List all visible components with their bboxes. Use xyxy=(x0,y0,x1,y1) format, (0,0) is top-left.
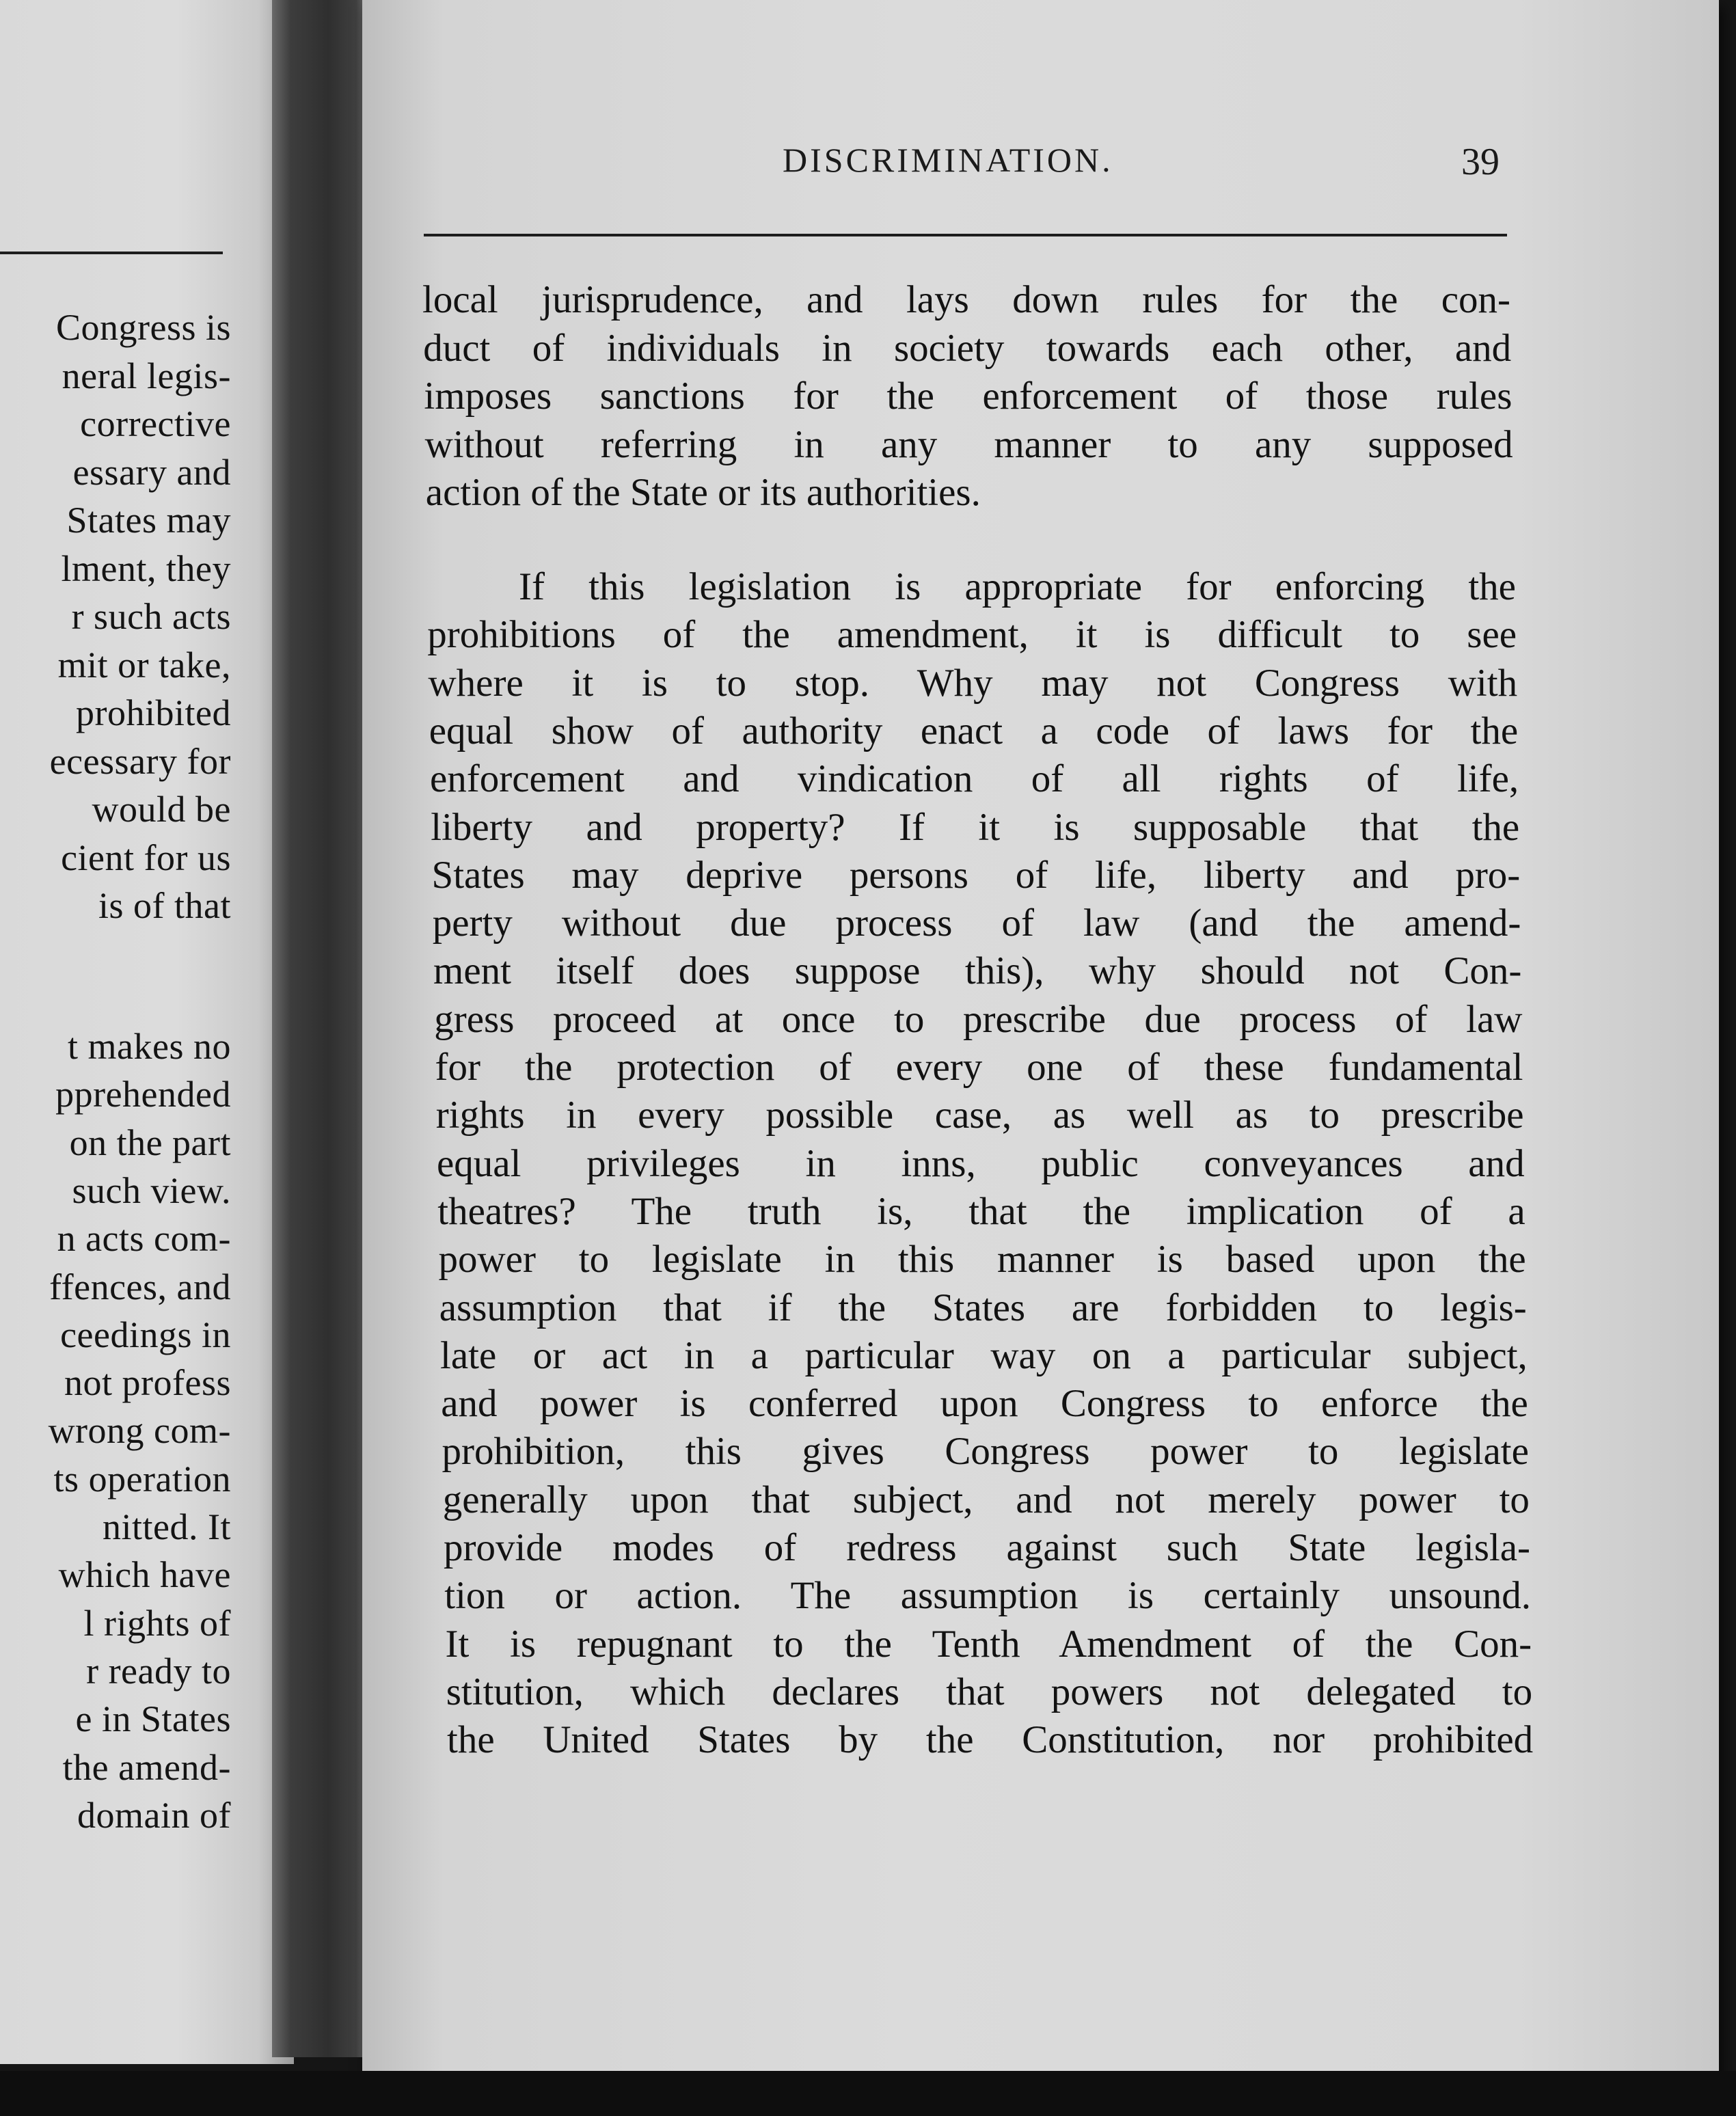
book-gutter xyxy=(272,0,375,2057)
text-line: perty without due process of law (and the amend- xyxy=(432,901,1521,945)
text-line: duct of individuals in society towards each other, and xyxy=(423,326,1512,370)
previous-page-line: States may xyxy=(66,500,231,541)
text-line: stitution, which declares that powers not delegated to xyxy=(446,1670,1533,1713)
previous-page-line: ecessary for xyxy=(49,740,231,782)
previous-page-line: domain of xyxy=(77,1794,231,1836)
previous-page-line: Congress is xyxy=(55,307,231,348)
previous-page-line: mit or take, xyxy=(57,644,231,686)
header-rule-left xyxy=(0,252,223,254)
previous-page-line: l rights of xyxy=(83,1602,231,1644)
text-line: ment itself does suppose this), why should not Con- xyxy=(433,949,1522,993)
running-head: DISCRIMINATION. xyxy=(783,141,1113,179)
previous-page-line: e in States xyxy=(75,1698,231,1740)
previous-page-line: n acts com- xyxy=(57,1218,231,1260)
text-line: equal show of authority enact a code of laws for the xyxy=(429,709,1519,752)
previous-page-line: not profess xyxy=(64,1362,231,1404)
text-line: liberty and property? If it is supposable that the xyxy=(431,805,1520,849)
scan-border xyxy=(0,2071,1736,2116)
text-line: It is repugnant to the Tenth Amendment of the Con- xyxy=(445,1622,1532,1666)
text-line: rights in every possible case, as well as to prescribe xyxy=(435,1094,1524,1137)
previous-page-line: is of that xyxy=(98,885,231,926)
text-line: and power is conferred upon Congress to enforce the xyxy=(441,1382,1528,1426)
text-line: tion or action. The assumption is certainly unsound. xyxy=(444,1574,1532,1618)
text-line: without referring in any manner to any supposed xyxy=(424,422,1513,466)
previous-page-line: pprehended xyxy=(55,1074,231,1115)
text-line: action of the State or its authorities. xyxy=(425,471,981,514)
previous-page-line: nitted. It xyxy=(103,1506,231,1547)
text-line: power to legislate in this manner is based upon the xyxy=(438,1238,1526,1281)
text-line: local jurisprudence, and lays down rules for the con- xyxy=(422,278,1510,321)
text-line: imposes sanctions for the enforcement of those rules xyxy=(424,375,1513,418)
text-line: the United States by the Constitution, nor prohibited xyxy=(447,1718,1534,1762)
text-line: provide modes of redress against such State legisla- xyxy=(444,1526,1530,1569)
text-line: late or act in a particular way on a particular subject, xyxy=(440,1333,1528,1377)
text-line: generally upon that subject, and not merely power to xyxy=(442,1478,1530,1521)
previous-page-line: essary and xyxy=(72,451,231,493)
text-line: prohibitions of the amendment, it is difficult to see xyxy=(427,613,1517,657)
previous-page-line: r such acts xyxy=(71,596,231,637)
page-number: 39 xyxy=(1461,141,1500,183)
previous-page-line: t makes no xyxy=(68,1026,231,1067)
previous-page-line: lment, they xyxy=(61,547,231,589)
text-line: for the protection of every one of these fundamental xyxy=(435,1046,1523,1089)
text-line: States may deprive persons of life, liberty and pro- xyxy=(431,853,1521,897)
previous-page-line: corrective xyxy=(80,403,231,444)
previous-page-line: neral legis- xyxy=(62,355,231,396)
previous-page-line: the amend- xyxy=(62,1746,231,1788)
text-line: enforcement and vindication of all rights of life, xyxy=(430,757,1519,801)
text-line: prohibition, this gives Congress power to legislate xyxy=(442,1430,1529,1474)
previous-page-line: prohibited xyxy=(76,692,231,733)
previous-page-line: on the part xyxy=(69,1122,231,1163)
text-line: gress proceed at once to prescribe due process of law xyxy=(434,997,1523,1041)
previous-page-line: r ready to xyxy=(86,1650,231,1692)
text-line: equal privileges in inns, public conveyances and xyxy=(437,1141,1525,1185)
previous-page-line: ts operation xyxy=(53,1458,231,1500)
previous-page xyxy=(0,0,294,2064)
previous-page-line: which have xyxy=(58,1554,231,1596)
previous-page-line: cient for us xyxy=(61,837,231,878)
previous-page-line: ffences, and xyxy=(49,1266,231,1307)
header-rule xyxy=(424,234,1507,236)
text-line: assumption that if the States are forbidden to legis- xyxy=(439,1286,1527,1329)
text-line: If this legislation is appropriate for enforcing the xyxy=(519,565,1516,608)
previous-page-line: such view. xyxy=(72,1169,231,1211)
previous-page-line: would be xyxy=(92,789,231,830)
previous-page-line: ceedings in xyxy=(60,1314,231,1355)
text-line: theatres? The truth is, that the implication of a xyxy=(437,1189,1525,1233)
previous-page-line: wrong com- xyxy=(48,1410,231,1452)
text-line: where it is to stop. Why may not Congress with xyxy=(428,661,1518,705)
